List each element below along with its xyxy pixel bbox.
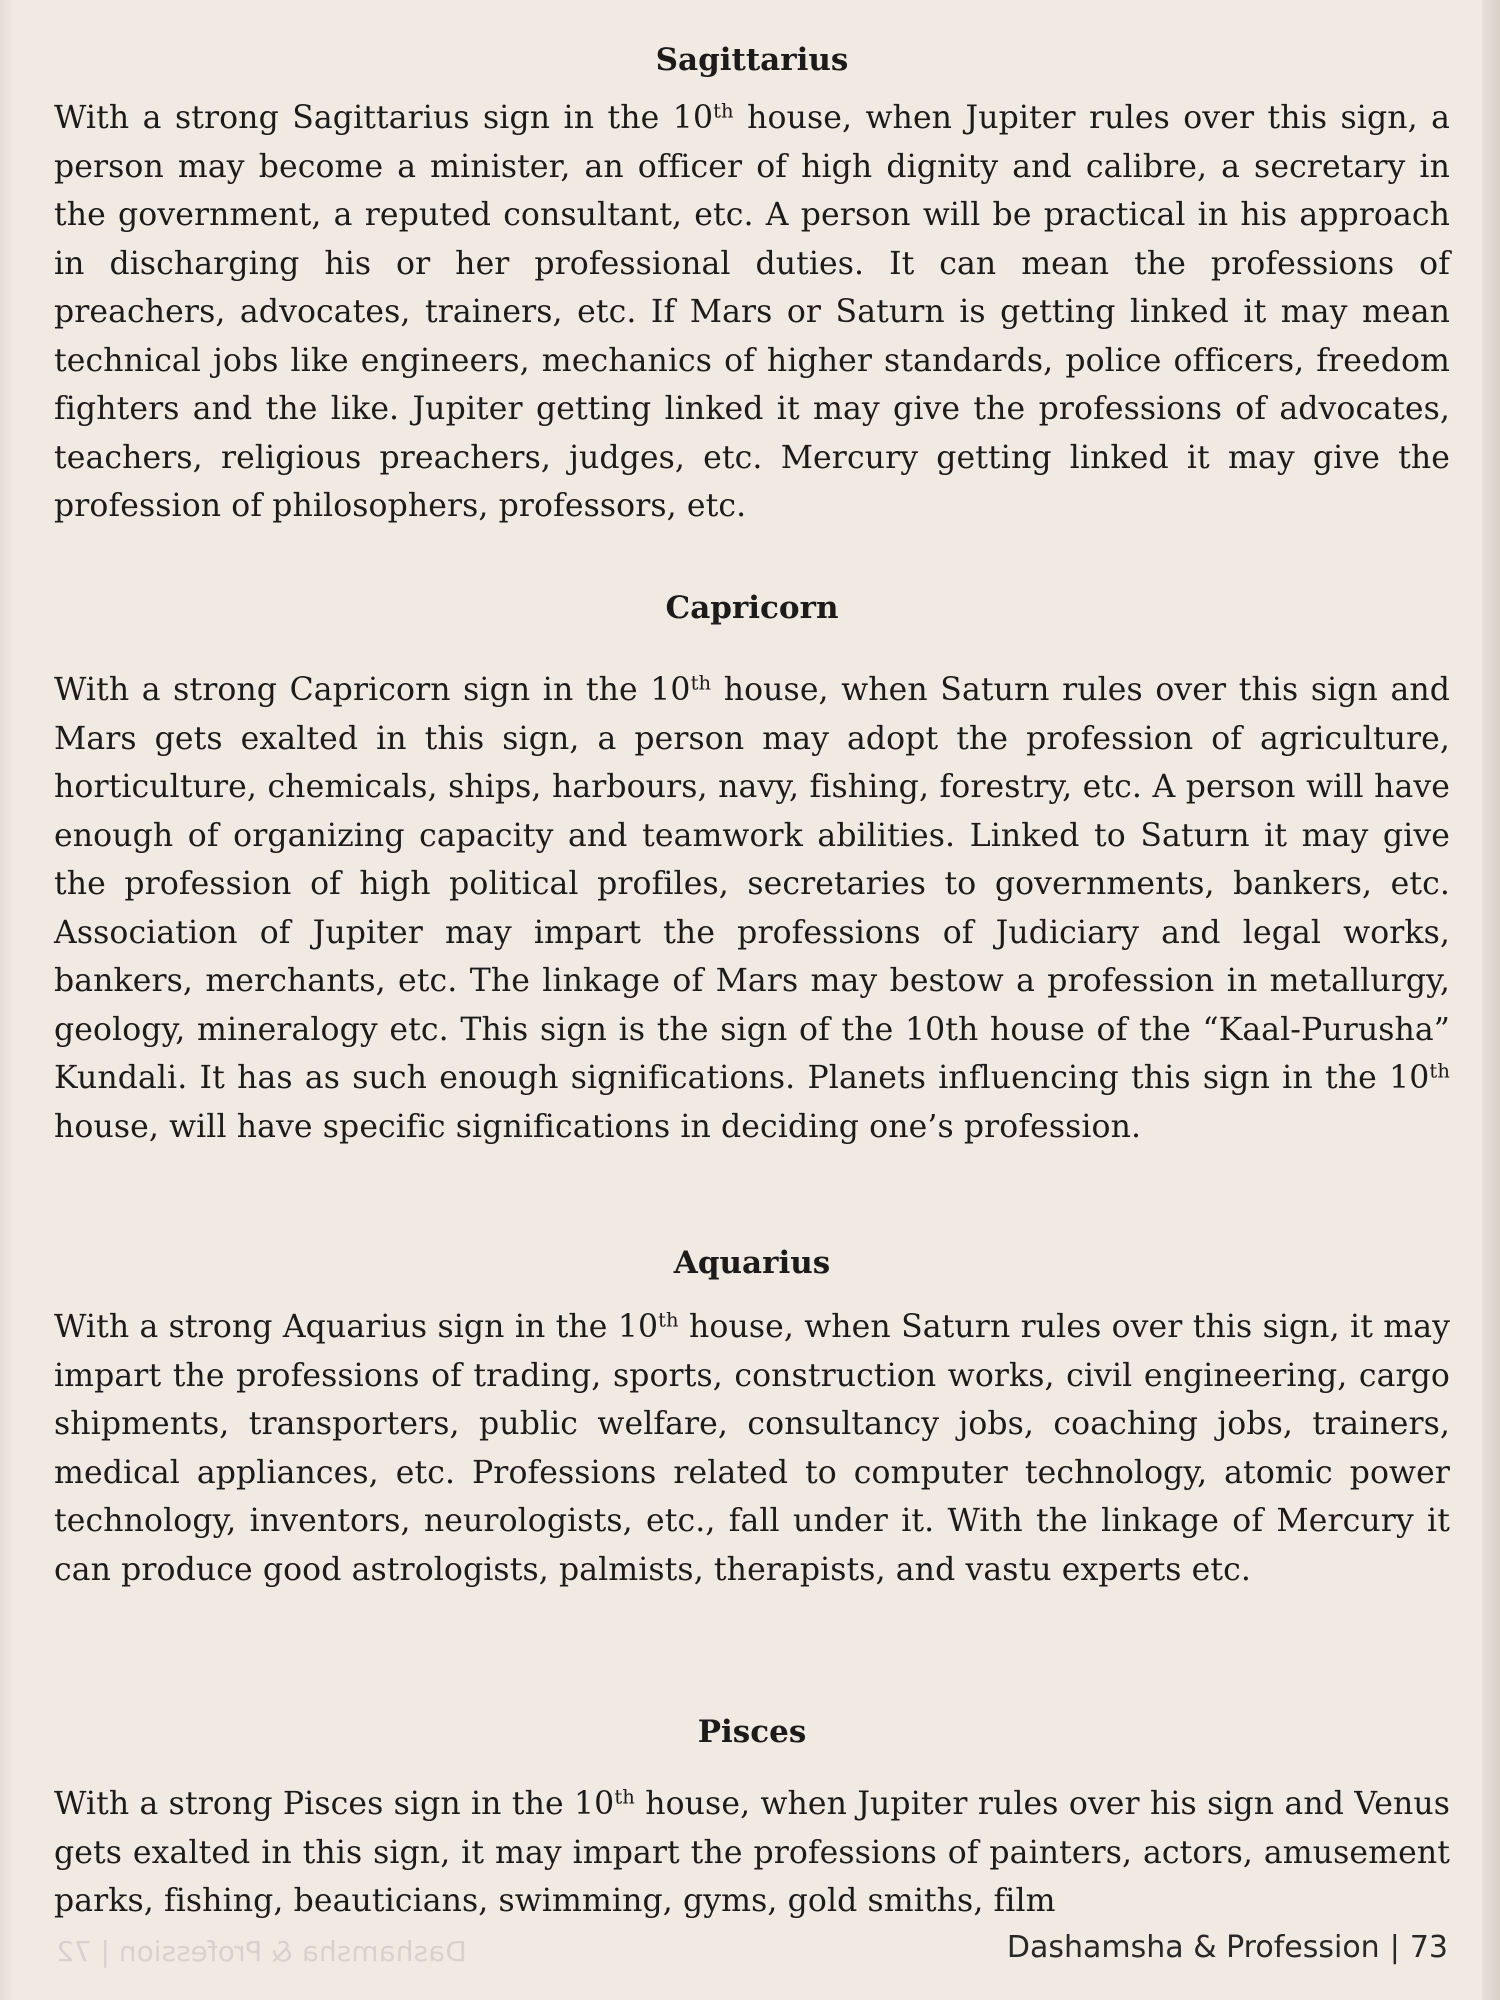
- section-heading: Sagittarius: [655, 42, 849, 78]
- bleed-through-text: Dashamsha & Profession | 72: [56, 1935, 467, 1968]
- section-paragraph: With a strong Capricorn sign in the 10th house, when Saturn rules over this sign and Mars gets exalted in this sign, a person may adopt the profession of agriculture, horticulture, chemicals, ships, harbours, navy, fishing, forestry, etc. A person will have enough of organizing capacity and teamwork abilities. Linked to Saturn it may give the profession of high political profiles, secretaries to governments, bankers, etc. Association of Jupiter may impart the professions of Judiciary and legal works, bankers, merchants, etc. The linkage of Mars may bestow a profession in metallurgy, geology, mineralogy etc. This sign is the sign of the 10th house of the “Kaal-Purusha” Kundali. It has as such enough significations. Planets influencing this sign in the 10th house, will have specific significations in deciding one’s profession.: [54, 671, 1450, 1145]
- page-footer: [1007, 1930, 1448, 1965]
- section-aquarius: [54, 1243, 1450, 1594]
- page-edge: [1482, 0, 1500, 2000]
- footer-separator: |: [1389, 1930, 1400, 1965]
- running-title: Dashamsha & Profession: [1006, 1930, 1380, 1965]
- section-capricorn: [54, 588, 1450, 1151]
- section-heading: Aquarius: [673, 1245, 831, 1281]
- section-sagittarius: [54, 40, 1450, 531]
- section-heading: Pisces: [697, 1714, 807, 1750]
- section-pisces: [54, 1712, 1450, 1926]
- section-paragraph: With a strong Sagittarius sign in the 10th house, when Jupiter rules over this sign, a person may become a minister, an officer of high dignity and calibre, a secretary in the government, a reputed consultant, etc. A person will be practical in his approach in discharging his or her professional duties. It can mean the professions of preachers, advocates, trainers, etc. If Mars or Saturn is getting linked it may mean technical jobs like engineers, mechanics of higher standards, police officers, freedom fighters and the like. Jupiter getting linked it may give the professions of advocates, teachers, religious preachers, judges, etc. Mercury getting linked it may give the profession of philosophers, professors, etc.: [54, 99, 1450, 524]
- section-heading: Capricorn: [665, 590, 839, 626]
- section-paragraph: With a strong Pisces sign in the 10th house, when Jupiter rules over his sign and Venus gets exalted in this sign, it may impart the professions of painters, actors, amusement parks, fishing, beauticians, swimming, gyms, gold smiths, film: [54, 1785, 1450, 1919]
- page-number: 73: [1409, 1930, 1448, 1965]
- section-paragraph: With a strong Aquarius sign in the 10th house, when Saturn rules over this sign, it may impart the professions of trading, sports, construction works, civil engineering, cargo shipments, transporters, public welfare, consultancy jobs, coaching jobs, trainers, medical appliances, etc. Professions related to computer technology, atomic power technology, inventors, neurologists, etc., fall under it. With the linkage of Mercury it can produce good astrologists, palmists, therapists, and vastu experts etc.: [54, 1308, 1451, 1588]
